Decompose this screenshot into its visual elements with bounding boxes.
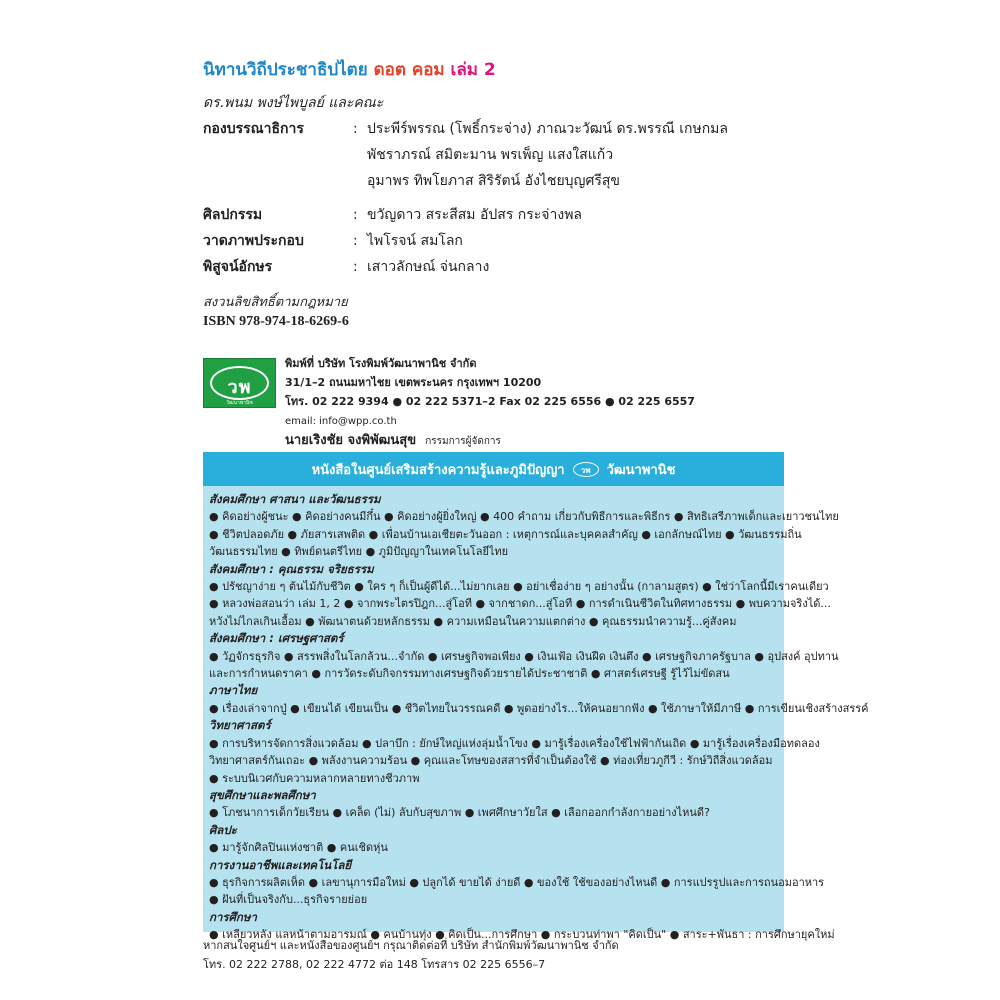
book-list-box (203, 452, 869, 942)
credit-row (203, 116, 803, 194)
book-list-line: หวังไม่ไกลเกินเอื้อม ● พัฒนาตนด้วยหลักธรรม ● ความเหมือนในความแตกต่าง ● คุณธรรมนำความรู้...คู่สังคม (209, 614, 737, 628)
book-list-line: ● ระบบนิเวศกับความหลากหลายทางชีวภาพ (209, 771, 420, 785)
authors: ดร.พนม พงษ์ไพบูลย์ และคณะ (203, 95, 384, 111)
credit-row (203, 228, 803, 254)
category-title: สุขศึกษาและพลศึกษา (209, 787, 316, 802)
book-list-line: ● ธุรกิจการผลิตเห็ด ● เลขานุการมือใหม่ ● ปลูกได้ ขายได้ ง่ายดี ● ของใช้ ใช้ของอย่างไหนดี ● การแปรรูปและการถนอมอาหาร (209, 875, 825, 889)
book-list-body (203, 486, 869, 944)
book-list-line: ● ปรัชญาง่าย ๆ ต้นไม้กับชีวิต ● ใคร ๆ ก็เป็นผู้ดีได้...ไม่ยากเลย ● อย่าเชื่อง่าย ๆ อย่างนั้น (กาลามสูตร) ● ใช่ว่าโลกนี้มีเราคนเดียว (209, 580, 829, 594)
credit-names (367, 202, 803, 228)
book-list-line: ● การบริหารจัดการสิ่งแวดล้อม ● ปลาบึก : ยักษ์ใหญ่แห่งลุ่มน้ำโขง ● มารู้เรื่องเครื่องใช้ไฟฟ้ากันเถิด ● มารู้เรื่องเครื่องมือทดลอง (209, 736, 820, 750)
category-title: การศึกษา (209, 909, 257, 924)
credit-gap (203, 194, 803, 202)
category-title: ศิลปะ (209, 822, 237, 837)
category-title: สังคมศึกษา : เศรษฐศาสตร์ (209, 631, 344, 646)
header-logo-icon: วพ (573, 462, 599, 477)
manager-role: กรรมการผู้จัดการ (425, 436, 501, 447)
book-list-line: ● ชีวิตปลอดภัย ● ภัยสารเสพติด ● เพื่อนบ้านเอเชียตะวันออก : เหตุการณ์และบุคคลสำคัญ ● เอกลักษณ์ไทย ● วัฒนธรรมถิ่น (209, 527, 802, 541)
book-list-line: ● เรื่องเล่าจากปู่ ● เขียนได้ เขียนเป็น ● ชีวิตไทยในวรรณคดี ● พูดอย่างไร...ให้คนอยากฟัง ● ใช้ภาษาให้มีภาษี ● การเขียนเชิงสร้างสรรค์ (209, 701, 869, 715)
credit-label: วาดภาพประกอบ (203, 233, 304, 249)
publisher-phone: โทร. 02 222 9394 ● 02 222 5371–2 Fax 02 225 6556 ● 02 225 6557 (285, 395, 695, 408)
book-list-line: ● คิดอย่างผู้ชนะ ● คิดอย่างคนมีกึ๋น ● คิดอย่างผู้ยิ่งใหญ่ ● 400 คำถาม เกี่ยวกับพิธีการและพิธีกร ● สิทธิเสรีภาพเด็กและเยาวชนไทย (209, 510, 839, 524)
credit-name-line: เสาวลักษณ์ จ่นกลาง (367, 259, 490, 275)
footer (203, 936, 619, 974)
logo-tiny-text: วัฒนาพานิช (226, 400, 253, 406)
credit-colon: : (353, 233, 358, 249)
series-title-dotcom: ดอต คอม (373, 60, 445, 80)
credit-label: พิสูจน์อักษร (203, 259, 273, 275)
series-title-volume: เล่ม 2 (450, 60, 496, 80)
book-list-line: วัฒนธรรมไทย ● ทิพย์ดนตรีไทย ● ภูมิปัญญาในเทคโนโลยีไทย (209, 545, 509, 559)
copyright-notice: สงวนลิขสิทธิ์ตามกฎหมาย (203, 295, 348, 310)
isbn: ISBN 978-974-18-6269-6 (203, 314, 349, 329)
credit-names (367, 254, 803, 280)
credit-colon: : (353, 207, 358, 223)
book-list-header (203, 452, 784, 486)
book-list-line: และการกำหนดราคา ● การวัดระดับกิจกรรมทางเศรษฐกิจด้วยรายได้ประชาชาติ ● ศาสตร์เศรษฐี รู้ไว้ไม่ขัดสน (209, 667, 730, 681)
book-list-line: ● หลวงพ่อสอนว่า เล่ม 1, 2 ● จากพระไตรปิฎก...สู่โอที ● จากชาดก...สู่โอที ● การดำเนินชีวิตในทิศทางธรรม ● พบความจริงได้... (209, 597, 831, 611)
book-list-header-brand: วัฒนาพานิช (606, 462, 676, 478)
credit-name-line: ประพีร์พรรณ (โพธิ์กระจ่าง) ภาณวะวัฒน์ ดร.พรรณี เกษกมล (367, 121, 728, 137)
manager-name: นายเริงชัย จงพิพัฒนสุข (285, 433, 417, 448)
book-list-line: ● โภชนาการเด็กวัยเรียน ● เคล็ด (ไม่) ลับกับสุขภาพ ● เพศศึกษาวัยใส ● เลือกออกกำลังกายอย่างไหนดี? (209, 806, 710, 820)
credit-colon: : (353, 121, 358, 137)
publisher-name: พิมพ์ที่ บริษัท โรงพิมพ์วัฒนาพานิช จำกัด (285, 357, 477, 370)
wpp-logo-icon (203, 358, 276, 408)
credit-names (367, 228, 803, 254)
category-title: การงานอาชีพและเทคโนโลยี (209, 857, 352, 872)
series-title-main: นิทานวิถีประชาธิปไตย (203, 60, 368, 80)
book-list-line: ● วัฏจักรธุรกิจ ● สรรพสิ่งในโลกล้วน...จำกัด ● เศรษฐกิจพอเพียง ● เงินเฟ้อ เงินฝืด เงินตึง ● เศรษฐกิจภาครัฐบาล ● อุปสงค์ อุปทาน (209, 649, 839, 663)
credits-block (203, 116, 803, 280)
category-title: สังคมศึกษา : คุณธรรม จริยธรรม (209, 561, 374, 576)
credit-row (203, 254, 803, 280)
book-list-header-title: หนังสือในศูนย์เสริมสร้างความรู้และภูมิปัญญา (311, 462, 565, 478)
publisher-info (285, 354, 695, 431)
credit-label: กองบรรณาธิการ (203, 121, 304, 137)
credit-name-line: พัชราภรณ์ สมิตะมาน พรเพ็ญ แสงใสแก้ว (367, 147, 614, 163)
credit-row (203, 202, 803, 228)
book-list-line: ● ฝันที่เป็นจริงกับ...ธุรกิจรายย่อย (209, 893, 368, 907)
footer-phone-line: โทร. 02 222 2788, 02 222 4772 ต่อ 148 โทรสาร 02 225 6556–7 (203, 958, 546, 971)
credit-name-line: ขวัญดาว สระสีสม อัปสร กระจ่างพล (367, 207, 583, 223)
footer-contact-line: หากสนใจศูนย์ฯ และหนังสือของศูนย์ฯ กรุณาติดต่อที่ บริษัท สำนักพิมพ์วัฒนาพานิช จำกัด (203, 939, 619, 952)
credit-label: ศิลปกรรม (203, 207, 263, 223)
logo-mark: วพ (227, 377, 252, 398)
category-title: ภาษาไทย (209, 683, 258, 698)
publisher-address: 31/1–2 ถนนมหาไชย เขตพระนคร กรุงเทพฯ 10200 (285, 376, 542, 389)
category-title: วิทยาศาสตร์ (209, 718, 271, 733)
credit-colon: : (353, 259, 358, 275)
book-list-line: ● มารู้จักศิลปินแห่งชาติ ● คนเชิดหุ่น (209, 841, 388, 855)
credit-names (367, 116, 803, 194)
category-title: สังคมศึกษา ศาสนา และวัฒนธรรม (209, 492, 381, 506)
manager (285, 429, 501, 450)
book-list-line: ● เหลียวหลัง แลหน้าตามอารมณ์ ● คนบ้านทุ่ง ● คิดเป็น...การศึกษา ● กระบวนท่าพา "คิดเป็น" ● สาระ+พันธา : การศึกษายุคใหม่ (209, 928, 835, 942)
credit-name-line: ไพโรจน์ สมโลก (367, 233, 463, 249)
publisher-email: email: info@wpp.co.th (285, 416, 397, 427)
series-title (203, 56, 496, 83)
credit-name-line: อุมาพร ทิพโยภาส สิริรัตน์ อังไชยบุญศรีสุข (367, 173, 620, 189)
book-list-line: วิทยาศาสตร์กันเถอะ ● พลังงานความร้อน ● คุณและโทษของสสารที่จำเป็นต้องใช้ ● ท่องเที่ยวภูกีวี : รักษ์วิถีสิ่งแวดล้อม (209, 754, 773, 768)
